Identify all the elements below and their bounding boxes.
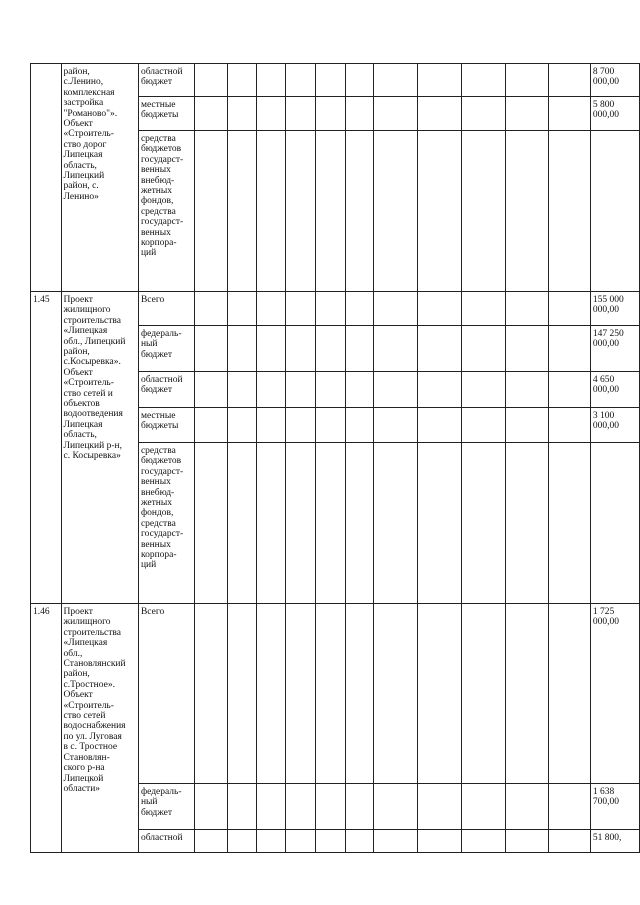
table-row <box>31 64 640 97</box>
total-amount-cell: 1 725 000,00 <box>590 604 639 784</box>
total-amount-cell: 1 638 700,00 <box>590 784 639 830</box>
total-amount-cell <box>590 443 639 604</box>
total-amount-cell: 4 650 000,00 <box>590 372 639 408</box>
total-amount-cell: 5 800 000,00 <box>590 97 639 131</box>
table-row <box>31 604 640 784</box>
row-number-cell: 1.46 <box>31 604 62 853</box>
table-row <box>31 292 640 326</box>
funding-source-cell: средства бюджетов государст- венных внебюд- жетных фондов, средства государст- венных корпора- ций <box>138 131 194 292</box>
row-number-cell: 1.45 <box>31 292 62 604</box>
total-amount-cell: 155 000 000,00 <box>590 292 639 326</box>
funding-source-cell: областной бюджет <box>138 64 194 97</box>
funding-source-cell: местные бюджеты <box>138 408 194 443</box>
budget-table <box>30 63 640 853</box>
funding-source-cell: местные бюджеты <box>138 97 194 131</box>
total-amount-cell: 3 100 000,00 <box>590 408 639 443</box>
funding-source-cell: средства бюджетов государст- венных внебюд- жетных фондов, средства государст- венных корпора- ций <box>138 443 194 604</box>
funding-source-cell: областной <box>138 830 194 853</box>
project-description-cell: Проект жилищного строительства «Липецкая обл., Липецкий район, с.Косыревка». Объект «Строитель- ство сетей и объектов водоотведения Липецкая область, Липецкий р-н, с. Косыревка» <box>61 292 138 604</box>
funding-source-cell: Всего <box>138 604 194 784</box>
funding-source-cell: федераль- ный бюджет <box>138 326 194 372</box>
total-amount-cell: 51 800, <box>590 830 639 853</box>
funding-source-cell: областной бюджет <box>138 372 194 408</box>
project-description-cell: Проект жилищного строительства «Липецкая обл., Становлянский район, с.Тростное». Объект «Строитель- ство сетей водоснабжения по ул. Луговая в с. Тростное Становлян- ского р-на Липецкой области» <box>61 604 138 853</box>
project-description-cell: район, с.Ленино, комплексная застройка "Романово"». Объект «Строитель- ство дорог Липецкая область, Липецкий район, с. Ленино» <box>61 64 138 292</box>
total-amount-cell: 147 250 000,00 <box>590 326 639 372</box>
total-amount-cell <box>590 131 639 292</box>
funding-source-cell: Всего <box>138 292 194 326</box>
row-number-cell <box>31 64 62 292</box>
total-amount-cell: 8 700 000,00 <box>590 64 639 97</box>
funding-source-cell: федераль- ный бюджет <box>138 784 194 830</box>
